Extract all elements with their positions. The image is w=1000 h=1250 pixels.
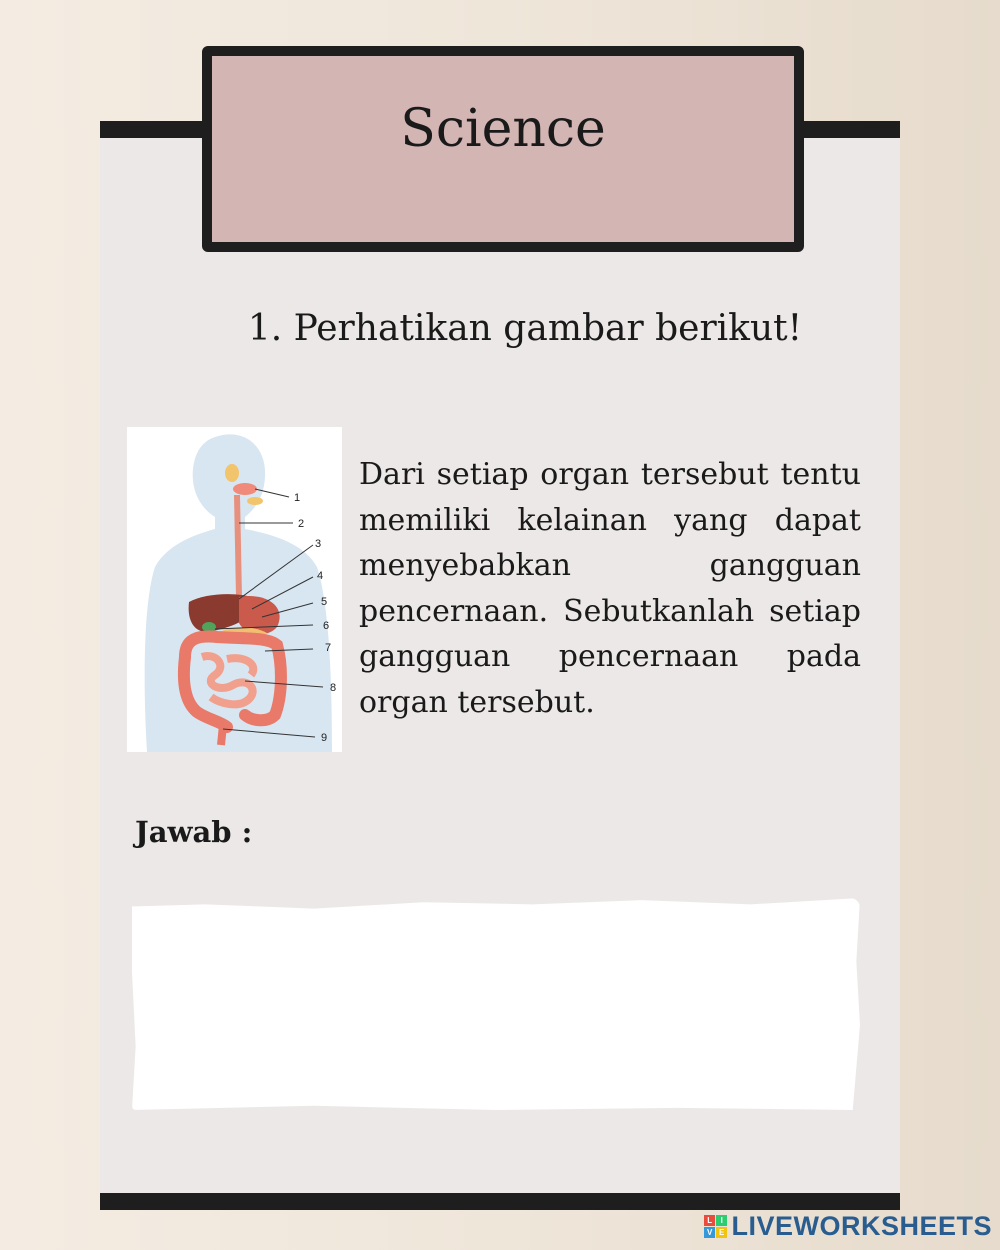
figure-label-2: 2 — [298, 518, 305, 530]
liveworksheets-brand[interactable] — [704, 1211, 992, 1242]
digestive-system-illustration — [127, 427, 342, 752]
figure-label-1: 1 — [294, 492, 301, 504]
figure-label-3: 3 — [315, 538, 322, 550]
logo-letter-v: V — [704, 1227, 715, 1238]
figure-label-9: 9 — [321, 732, 328, 744]
question-paragraph: Dari setiap organ tersebut tentu memiliki kelainan yang dapat menyebabkan gangguan pencernaan. Sebutkanlah setiap gangguan pencernaan pada organ tersebut. — [359, 457, 861, 720]
liveworksheets-logo-icon — [704, 1215, 727, 1238]
digestive-system-figure — [127, 427, 342, 752]
answer-input[interactable] — [132, 898, 860, 1110]
bottom-divider — [100, 1193, 900, 1210]
logo-letter-e: E — [716, 1227, 727, 1238]
question-heading: 1. Perhatikan gambar berikut! — [247, 308, 803, 349]
figure-label-6: 6 — [323, 620, 330, 632]
figure-label-4: 4 — [317, 570, 324, 582]
figure-label-7: 7 — [325, 642, 332, 654]
title-banner — [202, 46, 804, 252]
page-title: Science — [400, 99, 606, 159]
figure-label-5: 5 — [321, 596, 328, 608]
logo-letter-i: I — [716, 1215, 727, 1226]
figure-label-8: 8 — [330, 682, 337, 694]
logo-letter-l: L — [704, 1215, 715, 1226]
answer-label: Jawab : — [135, 815, 253, 849]
brand-text: LIVEWORKSHEETS — [731, 1211, 992, 1241]
